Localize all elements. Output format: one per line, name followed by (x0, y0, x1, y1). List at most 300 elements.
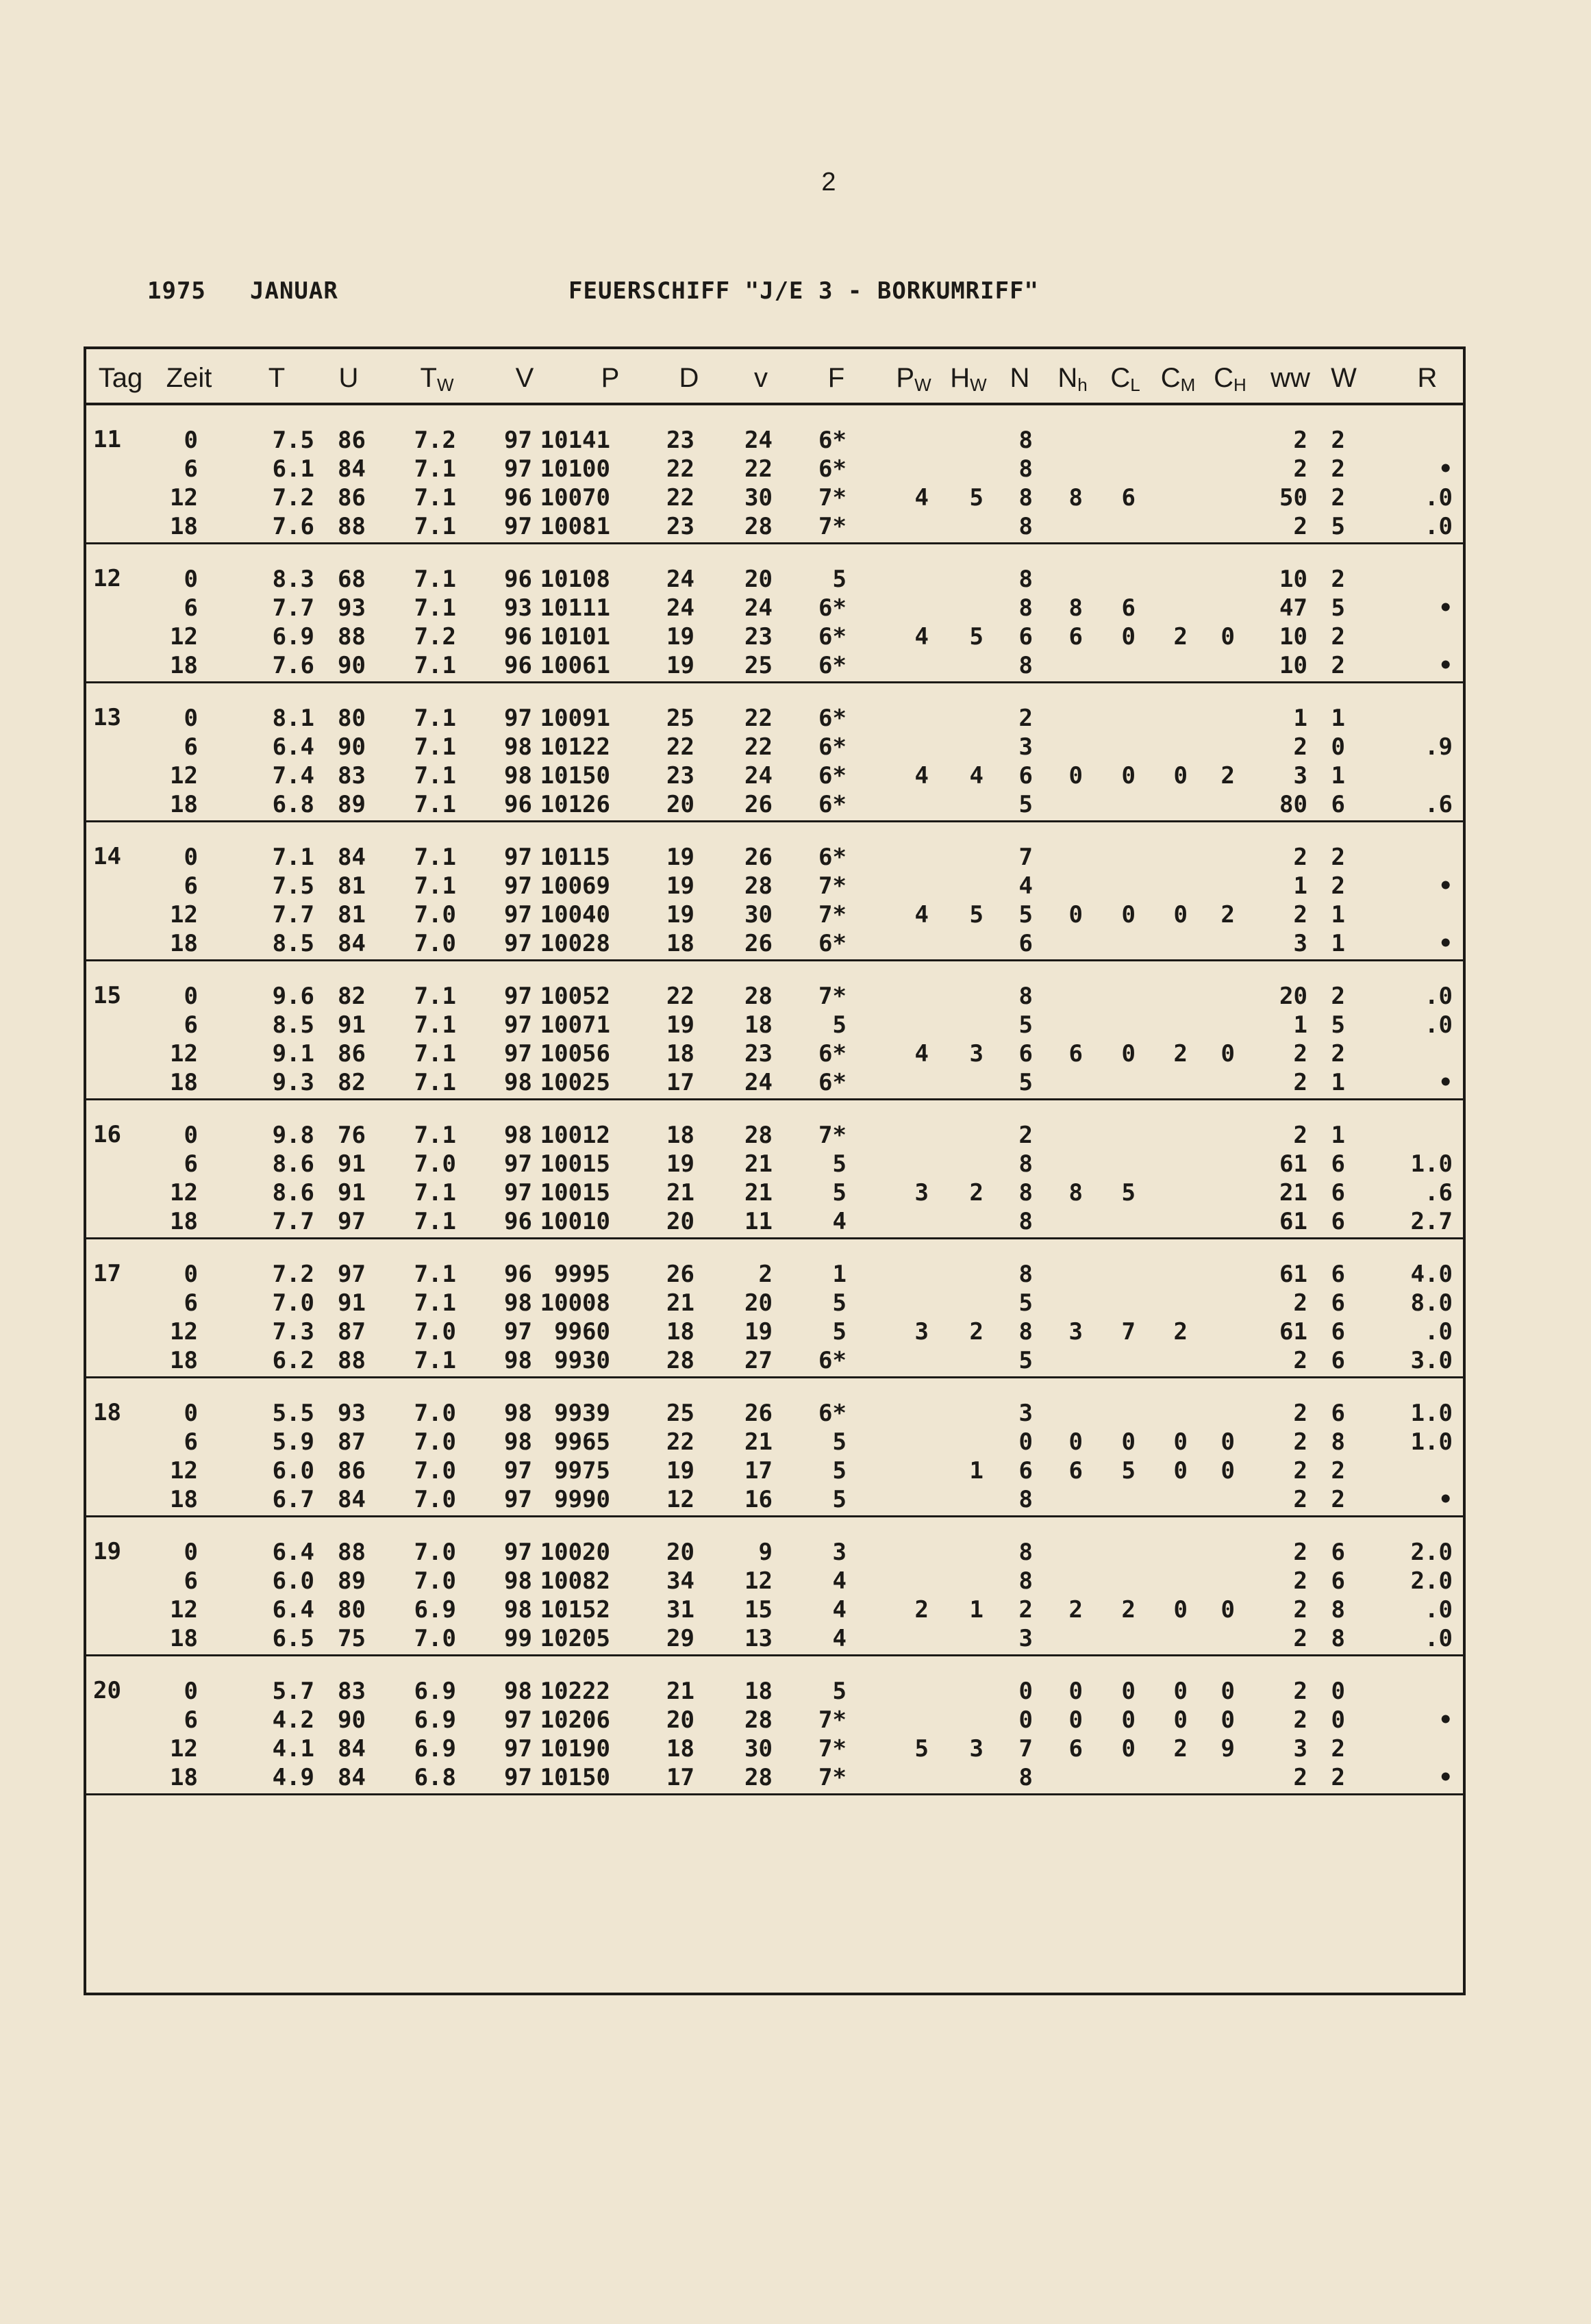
table-cell: 7.0 (272, 1289, 314, 1317)
table-cell: 10222 (540, 1678, 610, 1705)
table-cell: 7.1 (414, 594, 456, 622)
table-cell: 18 (666, 1318, 694, 1346)
table-cell: 7* (818, 1122, 847, 1149)
column-header (679, 363, 699, 394)
table-cell: 2 (1293, 1567, 1307, 1595)
table-cell: 1 (969, 1596, 984, 1624)
table-cell: 20 (666, 1539, 694, 1566)
table-cell: 19 (666, 623, 694, 651)
table-cell: 7 (1121, 1318, 1136, 1346)
day-label: 20 (93, 1677, 121, 1704)
table-cell: 28 (744, 1706, 773, 1734)
table-cell: 2 (1331, 844, 1345, 871)
table-cell: 6 (1018, 1040, 1033, 1068)
table-cell: 97 (504, 844, 532, 871)
table-cell: 3 (914, 1179, 929, 1207)
table-cell: 2 (1220, 901, 1235, 929)
table-cell: 86 (338, 427, 366, 454)
table-cell: 6 (1121, 484, 1136, 511)
table-cell: • (1438, 594, 1453, 622)
table-cell: 4 (914, 762, 929, 790)
table-cell: 0 (1173, 1596, 1188, 1624)
table-cell: 2 (1068, 1596, 1083, 1624)
table-cell: 97 (504, 1764, 532, 1791)
table-cell: 2 (1293, 1400, 1307, 1427)
table-cell: 6.4 (272, 733, 314, 761)
table-cell: 9965 (554, 1428, 610, 1456)
table-cell: 7.1 (414, 705, 456, 732)
table-cell: 98 (504, 1122, 532, 1149)
table-cell: 6 (1331, 1400, 1345, 1427)
table-row (86, 1399, 1463, 1428)
table-cell: • (1438, 1486, 1453, 1513)
table-row (86, 1595, 1463, 1624)
table-cell: 23 (744, 1040, 773, 1068)
table-cell: 98 (504, 1289, 532, 1317)
column-header-label: U (338, 363, 359, 393)
table-cell: 0 (1173, 1678, 1188, 1705)
table-cell: 97 (504, 1539, 532, 1566)
table-cell: 17 (666, 1069, 694, 1096)
table-cell: 0 (184, 844, 198, 871)
column-header-subscript: h (1077, 375, 1088, 395)
table-cell: 1 (1293, 1011, 1307, 1039)
table-cell: 7.0 (414, 1567, 456, 1595)
table-cell: 6 (1331, 1347, 1345, 1374)
table-cell: 21 (666, 1289, 694, 1317)
table-cell: 8 (1018, 594, 1033, 622)
day-block (86, 683, 1463, 822)
table-cell: 7.6 (272, 513, 314, 540)
table-cell: 97 (504, 513, 532, 540)
table-cell: 8 (1018, 455, 1033, 483)
table-cell: 5 (1018, 1011, 1033, 1039)
table-cell: 7* (818, 983, 847, 1010)
table-row (86, 1150, 1463, 1178)
table-cell: 0 (1018, 1706, 1033, 1734)
table-cell: 97 (504, 1150, 532, 1178)
table-cell: 18 (744, 1678, 773, 1705)
table-cell: 10082 (540, 1567, 610, 1595)
table-cell: 12 (666, 1486, 694, 1513)
table-cell: 21 (744, 1428, 773, 1456)
table-cell: 91 (338, 1150, 366, 1178)
table-cell: 8 (1331, 1596, 1345, 1624)
table-cell: 18 (666, 930, 694, 957)
table-cell: 20 (666, 1706, 694, 1734)
table-cell: 6* (818, 427, 847, 454)
table-cell: 98 (504, 1347, 532, 1374)
table-cell: 27 (744, 1347, 773, 1374)
table-cell: 2 (1293, 733, 1307, 761)
table-cell: 6 (1068, 1735, 1083, 1763)
table-cell: 7.1 (414, 455, 456, 483)
table-cell: 10 (1279, 652, 1307, 679)
table-cell: 6* (818, 623, 847, 651)
table-cell: 7 (1018, 1735, 1033, 1763)
table-cell: 9960 (554, 1318, 610, 1346)
table-cell: .0 (1425, 1596, 1453, 1624)
column-header-label: D (679, 363, 699, 393)
table-cell: 97 (504, 1706, 532, 1734)
table-cell: 5 (1018, 1069, 1033, 1096)
table-cell: 6* (818, 705, 847, 732)
table-cell: 20 (744, 1289, 773, 1317)
table-cell: 1 (1331, 901, 1345, 929)
table-cell: 4 (914, 1040, 929, 1068)
table-cell: 90 (338, 1706, 366, 1734)
table-cell: 0 (1220, 1706, 1235, 1734)
page-number: 2 (821, 168, 836, 197)
table-cell: 5 (832, 1179, 847, 1207)
table-cell: 6 (1331, 1567, 1345, 1595)
table-cell: 2.7 (1410, 1208, 1453, 1235)
table-cell: 8 (1018, 1208, 1033, 1235)
table-cell: 10126 (540, 791, 610, 818)
table-cell: 96 (504, 484, 532, 511)
table-cell: 9.6 (272, 983, 314, 1010)
column-header (421, 363, 454, 396)
table-cell: 8 (1018, 1318, 1033, 1346)
table-cell: 98 (504, 1428, 532, 1456)
table-cell: 91 (338, 1011, 366, 1039)
table-cell: 7.6 (272, 652, 314, 679)
table-cell: 10025 (540, 1069, 610, 1096)
table-cell: 0 (1220, 1040, 1235, 1068)
table-cell: 6 (184, 594, 198, 622)
table-cell: 91 (338, 1179, 366, 1207)
table-cell: 6.9 (414, 1678, 456, 1705)
table-cell: 7.0 (414, 1318, 456, 1346)
table-cell: 96 (504, 566, 532, 593)
table-cell: 7.1 (414, 791, 456, 818)
table-cell: 1 (1293, 872, 1307, 900)
table-cell: 0 (1068, 1678, 1083, 1705)
table-cell: 3 (914, 1318, 929, 1346)
table-cell: 6* (818, 1069, 847, 1096)
table-cell: 97 (338, 1208, 366, 1235)
table-cell: 98 (504, 1400, 532, 1427)
table-cell: 6* (818, 594, 847, 622)
table-cell: 12 (170, 484, 198, 511)
table-cell: 30 (744, 484, 773, 511)
table-cell: 6.8 (272, 791, 314, 818)
table-cell: 21 (666, 1179, 694, 1207)
table-cell: 0 (1068, 1428, 1083, 1456)
table-cell: 4.0 (1410, 1261, 1453, 1288)
table-cell: 18 (744, 1011, 773, 1039)
table-cell: • (1438, 455, 1453, 483)
table-cell: 6* (818, 844, 847, 871)
table-cell: 8 (1068, 484, 1083, 511)
table-cell: 10190 (540, 1735, 610, 1763)
table-cell: 4 (914, 623, 929, 651)
table-cell: 18 (666, 1040, 694, 1068)
table-cell: 3 (1293, 1735, 1307, 1763)
table-cell: 84 (338, 1735, 366, 1763)
table-cell: • (1438, 930, 1453, 957)
table-cell: 5 (969, 484, 984, 511)
table-cell: 61 (1279, 1208, 1307, 1235)
table-cell: 22 (666, 1428, 694, 1456)
table-cell: 17 (744, 1457, 773, 1485)
table-cell: 3 (832, 1539, 847, 1566)
table-cell: 50 (1279, 484, 1307, 511)
day-label: 19 (93, 1538, 121, 1565)
table-row (86, 1706, 1463, 1734)
table-cell: 7.1 (414, 1261, 456, 1288)
table-cell: 99 (504, 1625, 532, 1652)
table-row (86, 1567, 1463, 1595)
table-cell: 10111 (540, 594, 610, 622)
table-cell: 1 (1331, 1122, 1345, 1149)
table-cell: 26 (744, 930, 773, 957)
table-cell: 5 (832, 1678, 847, 1705)
table-cell: 3 (1018, 1400, 1033, 1427)
table-cell: 61 (1279, 1318, 1307, 1346)
table-cell: 7* (818, 1735, 847, 1763)
column-header (268, 363, 285, 394)
table-cell: 2 (1293, 1040, 1307, 1068)
table-row (86, 512, 1463, 541)
table-cell: 3 (1018, 1625, 1033, 1652)
table-cell: 8 (1018, 1261, 1033, 1288)
table-cell: 12 (170, 1179, 198, 1207)
table-cell: 5 (1331, 594, 1345, 622)
table-cell: 2 (1331, 983, 1345, 1010)
table-cell: 81 (338, 872, 366, 900)
table-cell: 7.0 (414, 1486, 456, 1513)
table-cell: 10008 (540, 1289, 610, 1317)
table-cell: 6 (1331, 1318, 1345, 1346)
table-cell: 88 (338, 1539, 366, 1566)
table-cell: 22 (744, 455, 773, 483)
table-cell: 12 (170, 1735, 198, 1763)
table-cell: 21 (666, 1678, 694, 1705)
table-cell: 0 (184, 427, 198, 454)
table-cell: 10205 (540, 1625, 610, 1652)
table-cell: 2 (914, 1596, 929, 1624)
table-row (86, 1039, 1463, 1068)
table-cell: 8.3 (272, 566, 314, 593)
table-cell: 9939 (554, 1400, 610, 1427)
table-cell: 80 (338, 1596, 366, 1624)
column-header (828, 363, 844, 394)
table-cell: 8.1 (272, 705, 314, 732)
table-cell: 10069 (540, 872, 610, 900)
table-cell: 0 (184, 1539, 198, 1566)
table-cell: 10150 (540, 762, 610, 790)
table-cell: 2 (1293, 1457, 1307, 1485)
table-cell: 0 (1121, 762, 1136, 790)
table-cell: 19 (666, 1150, 694, 1178)
table-cell: 0 (1220, 1457, 1235, 1485)
table-cell: 6 (184, 1289, 198, 1317)
table-cell: 5 (1018, 791, 1033, 818)
table-cell: • (1438, 1706, 1453, 1734)
table-cell: 6.9 (414, 1596, 456, 1624)
table-cell: 0 (1121, 1678, 1136, 1705)
table-cell: 2 (1018, 1596, 1033, 1624)
table-cell: 82 (338, 1069, 366, 1096)
table-cell: 7.1 (414, 1179, 456, 1207)
table-row (86, 1068, 1463, 1097)
table-cell: 89 (338, 1567, 366, 1595)
table-cell: 8.0 (1410, 1289, 1453, 1317)
table-cell: 7.0 (414, 1539, 456, 1566)
table-cell: 98 (504, 1678, 532, 1705)
table-row (86, 594, 1463, 622)
table-cell: 6.9 (414, 1706, 456, 1734)
table-cell: 10015 (540, 1150, 610, 1178)
table-cell: 2 (1331, 1735, 1345, 1763)
table-row (86, 1485, 1463, 1514)
table-cell: 2 (1121, 1596, 1136, 1624)
table-cell: 7.5 (272, 427, 314, 454)
table-cell: 84 (338, 930, 366, 957)
table-cell: 98 (504, 733, 532, 761)
day-block (86, 405, 1463, 544)
table-cell: 86 (338, 1040, 366, 1068)
table-cell: 3 (1293, 762, 1307, 790)
table-cell: 84 (338, 455, 366, 483)
table-cell: 98 (504, 1069, 532, 1096)
column-header (166, 363, 212, 394)
table-cell: 9975 (554, 1457, 610, 1485)
table-row (86, 1624, 1463, 1653)
table-cell: 2 (1331, 652, 1345, 679)
table-cell: 10108 (540, 566, 610, 593)
table-cell: 10071 (540, 1011, 610, 1039)
table-cell: • (1438, 1764, 1453, 1791)
table-cell: 7.1 (414, 1040, 456, 1068)
table-cell: 0 (1121, 1735, 1136, 1763)
table-cell: 6 (1331, 1539, 1345, 1566)
column-header-label: V (515, 363, 534, 393)
table-cell: 7.1 (414, 513, 456, 540)
table-cell: 4 (832, 1208, 847, 1235)
table-cell: 10206 (540, 1706, 610, 1734)
table-cell: 2 (1331, 484, 1345, 511)
table-cell: 6* (818, 733, 847, 761)
column-header (754, 363, 768, 394)
table-cell: 6* (818, 930, 847, 957)
table-cell: 12 (170, 1040, 198, 1068)
table-cell: 8 (1068, 1179, 1083, 1207)
table-cell: 0 (1173, 1457, 1188, 1485)
table-cell: 97 (504, 1318, 532, 1346)
table-cell: 6 (184, 1150, 198, 1178)
table-cell: 6 (1068, 1457, 1083, 1485)
table-cell: 19 (666, 844, 694, 871)
table-cell: 31 (666, 1596, 694, 1624)
table-cell: 97 (504, 1735, 532, 1763)
table-cell: 12 (170, 1596, 198, 1624)
column-header-label: C (1110, 363, 1131, 393)
table-cell: 7 (1018, 844, 1033, 871)
table-cell: 93 (504, 594, 532, 622)
table-cell: 98 (504, 1596, 532, 1624)
table-cell: 7.2 (272, 1261, 314, 1288)
table-cell: 97 (504, 901, 532, 929)
table-cell: 24 (744, 427, 773, 454)
table-cell: 0 (184, 1400, 198, 1427)
table-cell: 6.4 (272, 1539, 314, 1566)
table-cell: 8 (1018, 1539, 1033, 1566)
table-cell: 0 (1173, 1428, 1188, 1456)
table-cell: 93 (338, 1400, 366, 1427)
table-cell: 7* (818, 872, 847, 900)
column-header (99, 363, 143, 394)
table-cell: 61 (1279, 1150, 1307, 1178)
table-cell: 34 (666, 1567, 694, 1595)
table-cell: 2 (1331, 1040, 1345, 1068)
table-cell: 7.1 (414, 1289, 456, 1317)
table-cell: 2 (1293, 844, 1307, 871)
table-cell: 5 (969, 901, 984, 929)
table-cell: 6 (1331, 1261, 1345, 1288)
table-cell: 11 (744, 1208, 773, 1235)
table-cell: 25 (666, 705, 694, 732)
table-cell: 1.0 (1410, 1428, 1453, 1456)
table-cell: 22 (666, 455, 694, 483)
table-cell: 9 (758, 1539, 773, 1566)
table-cell: 5 (832, 1486, 847, 1513)
table-cell: 2 (1293, 427, 1307, 454)
table-row (86, 900, 1463, 929)
table-cell: 10150 (540, 1764, 610, 1791)
table-cell: • (1438, 872, 1453, 900)
table-cell: 12 (744, 1567, 773, 1595)
column-header-label: T (268, 363, 286, 393)
table-cell: 2 (1293, 455, 1307, 483)
table-cell: 98 (504, 762, 532, 790)
table-cell: 10081 (540, 513, 610, 540)
column-header-label: N (1010, 363, 1030, 393)
table-cell: 9.8 (272, 1122, 314, 1149)
table-cell: 7.2 (272, 484, 314, 511)
table-row (86, 1207, 1463, 1236)
table-cell: 6.4 (272, 1596, 314, 1624)
table-cell: 19 (666, 652, 694, 679)
table-cell: 5 (1331, 513, 1345, 540)
table-row (86, 761, 1463, 790)
table-cell: 7.0 (414, 1150, 456, 1178)
day-label: 17 (93, 1260, 121, 1287)
table-cell: 2 (1293, 1428, 1307, 1456)
table-cell: 7.0 (414, 1625, 456, 1652)
table-cell: 0 (184, 1261, 198, 1288)
table-cell: 0 (1121, 1428, 1136, 1456)
table-row (86, 733, 1463, 761)
table-cell: 4.9 (272, 1764, 314, 1791)
table-cell: 2 (1293, 1625, 1307, 1652)
table-cell: 7* (818, 901, 847, 929)
table-cell: 7* (818, 1764, 847, 1791)
day-label: 14 (93, 843, 121, 870)
column-header-subscript: H (1233, 375, 1247, 395)
table-cell: 10028 (540, 930, 610, 957)
day-label: 13 (93, 704, 121, 731)
table-cell: 6 (1068, 623, 1083, 651)
table-cell: 7.1 (414, 484, 456, 511)
table-cell: 8 (1018, 1150, 1033, 1178)
table-cell: 7.1 (272, 844, 314, 871)
table-cell: 2 (1293, 1347, 1307, 1374)
table-cell: 13 (744, 1625, 773, 1652)
table-cell: 2.0 (1410, 1567, 1453, 1595)
table-cell: 9.1 (272, 1040, 314, 1068)
